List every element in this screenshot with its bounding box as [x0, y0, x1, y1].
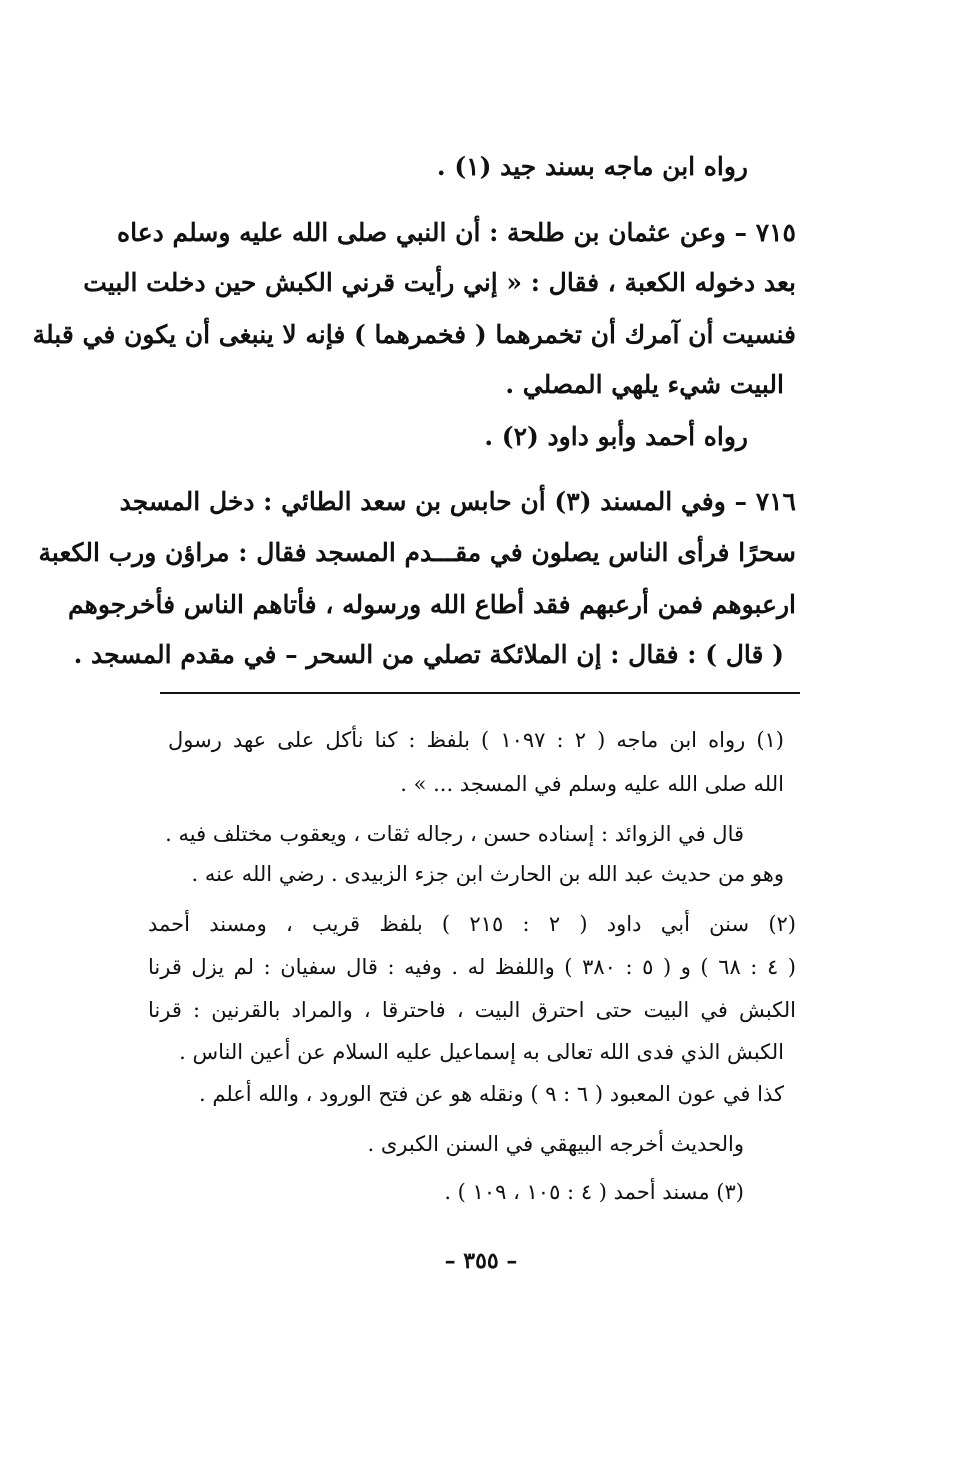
main-text-line: ٧١٥ – وعن عثمان بن طلحة : أن النبي صلى الله عليه وسلم دعاه [116, 218, 796, 247]
main-text-line: البيت شيء يلهي المصلي . [505, 370, 784, 399]
main-text-line: سحرًا فرأى الناس يصلون في مقـــدم المسجد فقال : مراؤن ورب الكعبة [38, 538, 796, 567]
main-text-line: ( قال ) : فقال : إن الملائكة تصلي من السحر – في مقدم المسجد . [73, 640, 784, 669]
footnote-line: والحديث أخرجه البيهقي في السنن الكبرى . [367, 1132, 744, 1156]
footnote-line: (١) رواه ابن ماجه ( ٢ : ١٠٩٧ ) بلفظ : كنا نأكل على عهد رسول [168, 728, 784, 752]
footnote-line: الله صلى الله عليه وسلم في المسجد ... » . [400, 772, 784, 796]
footnote-line: (٢) سنن أبي داود ( ٢ : ٢١٥ ) بلفظ قريب ، ومسند أحمد [148, 912, 796, 936]
footnote-line: قال في الزوائد : إسناده حسن ، رجاله ثقات ، ويعقوب مختلف فيه . [165, 822, 744, 846]
page-number: – ٣٥٥ – [444, 1248, 518, 1274]
main-text-line: فنسيت أن آمرك أن تخمرهما ( فخمرهما ) فإنه لا ينبغى أن يكون في قبلة [32, 320, 796, 349]
main-text-line: ٧١٦ – وفي المسند (٣) أن حابس بن سعد الطائي : دخل المسجد [119, 487, 796, 516]
footnote-line: الكبش الذي فدى الله تعالى به إسماعيل عليه السلام عن أعين الناس . [179, 1040, 784, 1064]
main-text-line: بعد دخوله الكعبة ، فقال : « إني رأيت قرني الكبش حين دخلت البيت [83, 268, 796, 297]
footnote-line: ( ٤ : ٦٨ ) و ( ٥ : ٣٨٠ ) واللفظ له . وفيه : قال سفيان : لم يزل قرنا [148, 955, 796, 979]
footnote-line: (٣) مسند أحمد ( ٤ : ١٠٥ ، ١٠٩ ) . [444, 1180, 744, 1204]
main-text-line: ارعبوهم فمن أرعبهم فقد أطاع الله ورسوله ، فأتاهم الناس فأخرجوهم [68, 590, 796, 619]
main-text-line: رواه ابن ماجه بسند جيد (١) . [436, 152, 748, 181]
main-text-line: رواه أحمد وأبو داود (٢) . [484, 422, 748, 451]
footnote-line: الكبش في البيت حتى احترق البيت ، فاحترقا ، والمراد بالقرنين : قرنا [148, 998, 796, 1022]
footnote-line: كذا في عون المعبود ( ٦ : ٩ ) ونقله هو عن فتح الورود ، والله أعلم . [199, 1082, 784, 1106]
footnote-separator [160, 692, 800, 694]
footnote-line: وهو من حديث عبد الله بن الحارث ابن جزء الزبيدى . رضي الله عنه . [191, 862, 784, 886]
